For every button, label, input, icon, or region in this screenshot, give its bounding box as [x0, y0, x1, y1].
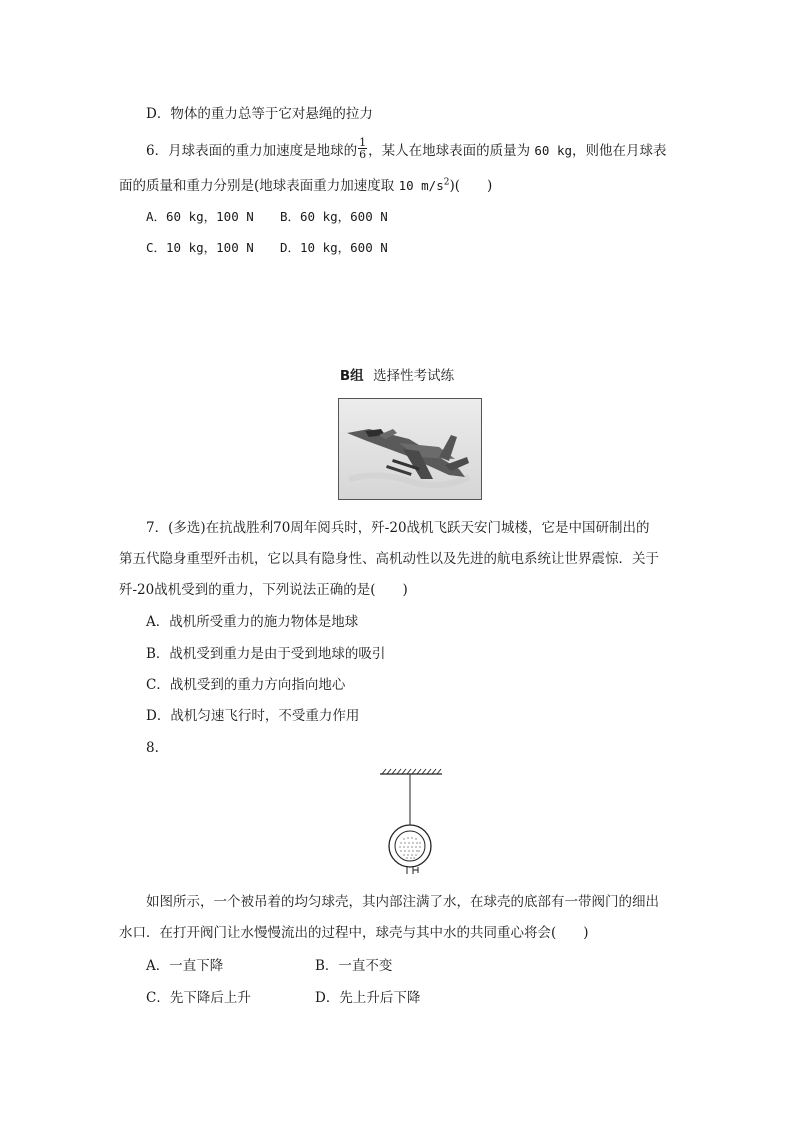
q7-stem-line-2: 第五代隐身重型歼击机，它以具有隐身性、高机动性以及先进的航电系统让世界震惊．关于 [119, 551, 659, 567]
q8-option-b: B．一直不变 [315, 958, 393, 974]
q7-stem-line-3: 歼-20战机受到的重力，下列说法正确的是( ) [119, 582, 408, 598]
fighter-jet-icon [339, 399, 481, 499]
q8-stem-line-1: 如图所示，一个被吊着的均匀球壳，其内部注满了水，在球壳的底部有一带阀门的细出 [146, 894, 659, 910]
section-b-heading [0, 364, 794, 384]
fighter-jet-photo [338, 398, 482, 500]
section-label: B组 [339, 368, 364, 384]
q7-option-a: A．战机所受重力的施力物体是地球 [146, 614, 359, 630]
q8-number: 8. [146, 740, 159, 756]
q6-stem-line-2: 面的质量和重力分别是(地球表面重力加速度取 10 $m/s^2$)( ) [119, 177, 493, 194]
hanging-shell-diagram [370, 766, 450, 878]
q7-option-b: B．战机受到重力是由于受到地球的吸引 [146, 646, 386, 662]
q8-option-d: D．先上升后下降 [315, 990, 421, 1006]
q6-option-a: A．60 kg，100 N [146, 209, 254, 224]
q8-option-c: C．先下降后上升 [146, 990, 251, 1006]
q5-option-d: D．物体的重力总等于它对悬绳的拉力 [146, 106, 373, 122]
q6-stem-line-1: 6．月球表面的重力加速度是地球的 $\frac{1}{6}$ ，某人在地球表面的质量为 60 kg，则他在月球表 [146, 136, 667, 161]
q6-option-d: D．10 kg，600 N [280, 240, 388, 255]
q8-stem-line-2: 水口．在打开阀门让水慢慢流出的过程中，球壳与其中水的共同重心将会( ) [119, 925, 589, 941]
section-title: 选择性考试练 [373, 368, 455, 384]
q7-option-d: D．战机匀速飞行时，不受重力作用 [146, 708, 360, 724]
q8-option-a: A．一直下降 [146, 958, 224, 974]
q6-option-b: B．60 kg，600 N [280, 209, 388, 224]
fraction-one-sixth: $\frac{1}{6}$ [359, 136, 367, 161]
q6-option-c: C．10 kg，100 N [146, 240, 254, 255]
q7-option-c: C．战机受到的重力方向指向地心 [146, 677, 346, 693]
q7-stem-line-1: 7．(多选)在抗战胜利70周年阅兵时，歼-20战机飞跃天安门城楼，它是中国研制出的 [146, 520, 650, 536]
